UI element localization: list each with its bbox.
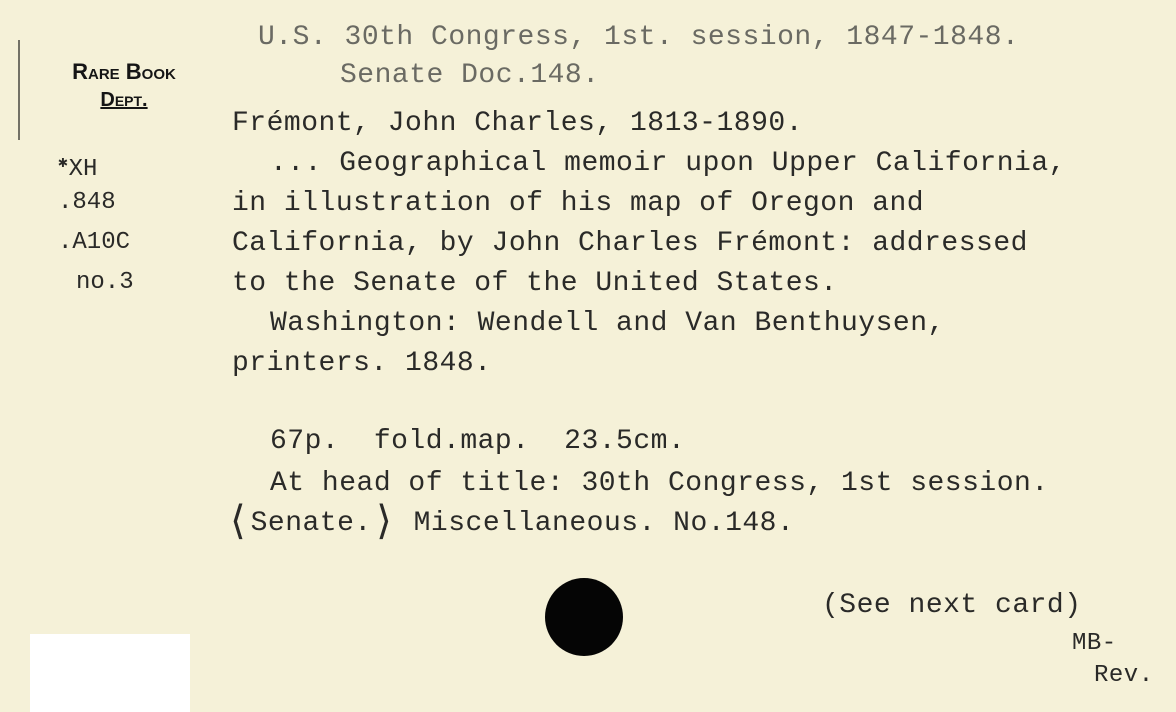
title-line-4: to the Senate of the United States. xyxy=(232,268,838,299)
senate-doc-heading: Senate Doc.148. xyxy=(340,60,600,91)
stamp-line-1: Rare Book xyxy=(72,59,176,84)
asterisk-icon: ✱ xyxy=(58,154,68,172)
call-number-line-3: .A10C xyxy=(58,229,131,256)
left-angle-bracket-icon: ⟨ xyxy=(226,502,251,547)
imprint-line-2: printers. 1848. xyxy=(232,348,492,379)
note-senate-label: Senate. xyxy=(250,508,372,539)
title-line-2: in illustration of his map of Oregon and xyxy=(232,188,925,219)
author-entry: Frémont, John Charles, 1813-1890. xyxy=(232,108,803,139)
call-number-line-4: no.3 xyxy=(76,269,134,296)
call-number-line-1: ✱XH xyxy=(58,154,98,183)
margin-rule xyxy=(18,40,20,140)
series-heading: U.S. 30th Congress, 1st. session, 1847-1848. xyxy=(258,22,1020,53)
see-next-card: (See next card) xyxy=(822,590,1082,621)
title-line-1: ... Geographical memoir upon Upper California, xyxy=(270,148,1066,179)
title-line-3: California, by John Charles Frémont: addressed xyxy=(232,228,1028,259)
punch-hole xyxy=(545,578,623,656)
rev-mark: Rev. xyxy=(1094,662,1154,689)
rare-book-stamp xyxy=(44,58,204,113)
stamp-line-2: Dept. xyxy=(100,88,148,111)
note-rest: Miscellaneous. No.148. xyxy=(413,508,795,539)
note-line-2 xyxy=(226,502,795,547)
call-number xyxy=(58,143,134,303)
collation: 67p. fold.map. 23.5cm. xyxy=(270,426,686,457)
note-line-1: At head of title: 30th Congress, 1st session. xyxy=(270,468,1049,499)
imprint-line-1: Washington: Wendell and Van Benthuysen, xyxy=(270,308,945,339)
right-angle-bracket-icon: ⟩ xyxy=(371,502,397,547)
label-patch xyxy=(30,634,190,712)
call-number-line-2: .848 xyxy=(58,189,116,216)
mb-mark: MB- xyxy=(1072,630,1117,657)
